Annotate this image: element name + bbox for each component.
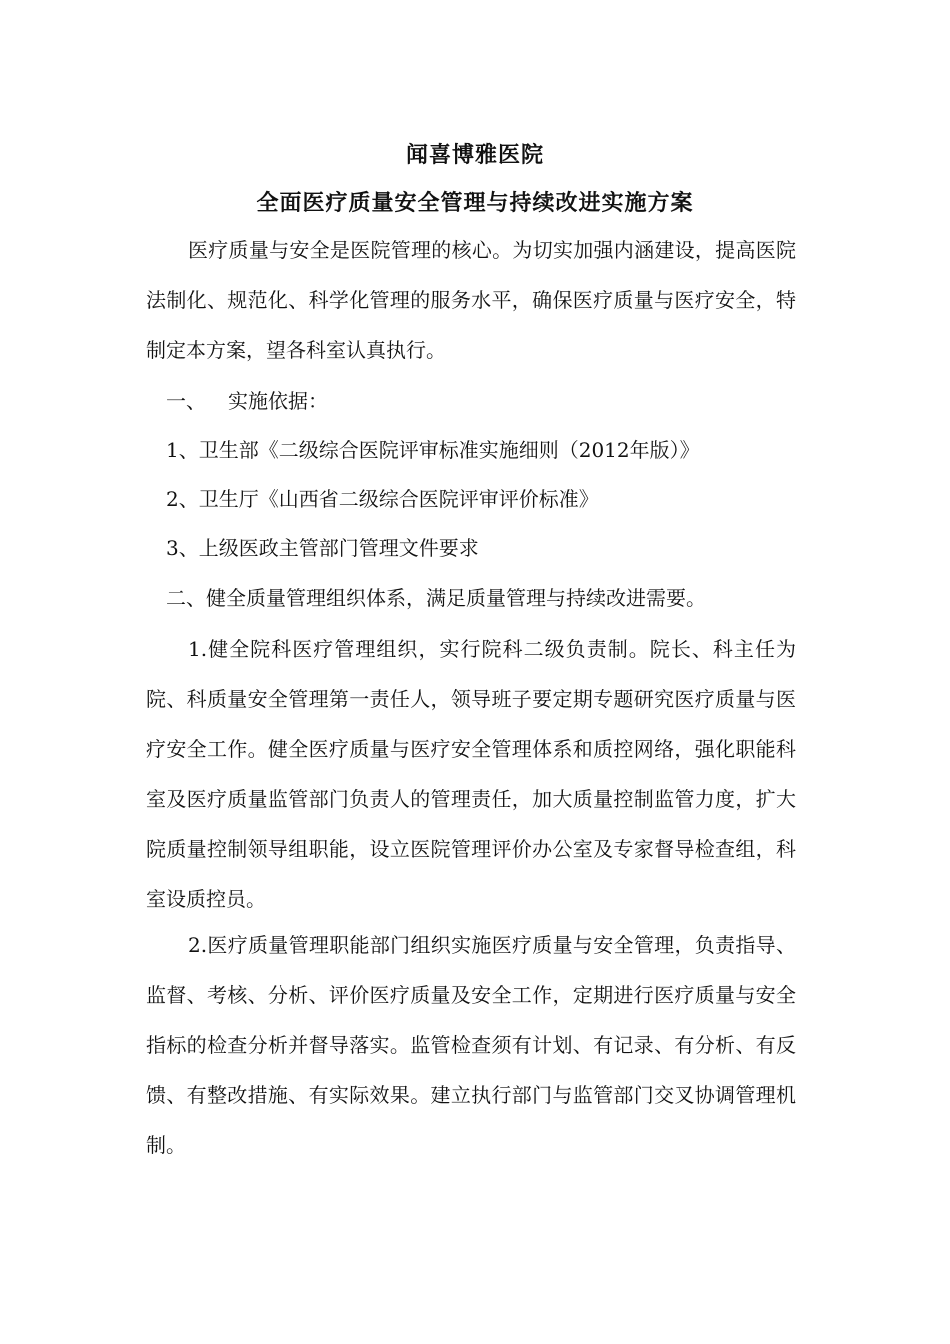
basis-item: 2、卫生厅《山西省二级综合医院评审评价标准》 xyxy=(166,487,599,511)
section-2-paragraph-2: 2.医疗质量管理职能部门组织实施医疗质量与安全管理，负责指导、监督、考核、分析、评价医疗质量及安全工作，定期进行医疗质量与安全指标的检查分析并督导落实。监管检查须有计划、有记录、有分析、有反馈、有整改措施、有实际效果。建立执行部门与监管部门交叉协调管理机制。 xyxy=(146,933,796,1157)
section-2-paragraph-1: 1.健全院科医疗管理组织，实行院科二级负责制。院长、科主任为院、科质量安全管理第一责任人，领导班子要定期专题研究医疗质量与医疗安全工作。健全医疗质量与医疗安全管理体系和质控网络，强化职能科室及医疗质量监管部门负责人的管理责任，加大质量控制监管力度，扩大院质量控制领导组职能，设立医院管理评价办公室及专家督导检查组，科室设质控员。 xyxy=(146,637,796,911)
plan-title: 全面医疗质量安全管理与持续改进实施方案 xyxy=(256,190,694,216)
basis-item: 1、卫生部《二级综合医院评审标准实施细则（2012年版）》 xyxy=(166,438,700,462)
hospital-name-title: 闻喜博雅医院 xyxy=(405,142,544,168)
section-2-heading: 二、健全质量管理组织体系，满足质量管理与持续改进需要。 xyxy=(166,586,706,610)
intro-paragraph: 医疗质量与安全是医院管理的核心。为切实加强内涵建设，提高医院法制化、规范化、科学化管理的服务水平，确保医疗质量与医疗安全，特制定本方案，望各科室认真执行。 xyxy=(146,238,796,362)
section-1-number: 一、 xyxy=(166,389,206,413)
basis-item: 3、上级医政主管部门管理文件要求 xyxy=(166,536,479,560)
section-1-heading xyxy=(166,386,826,416)
section-1-title: 实施依据： xyxy=(228,389,328,413)
